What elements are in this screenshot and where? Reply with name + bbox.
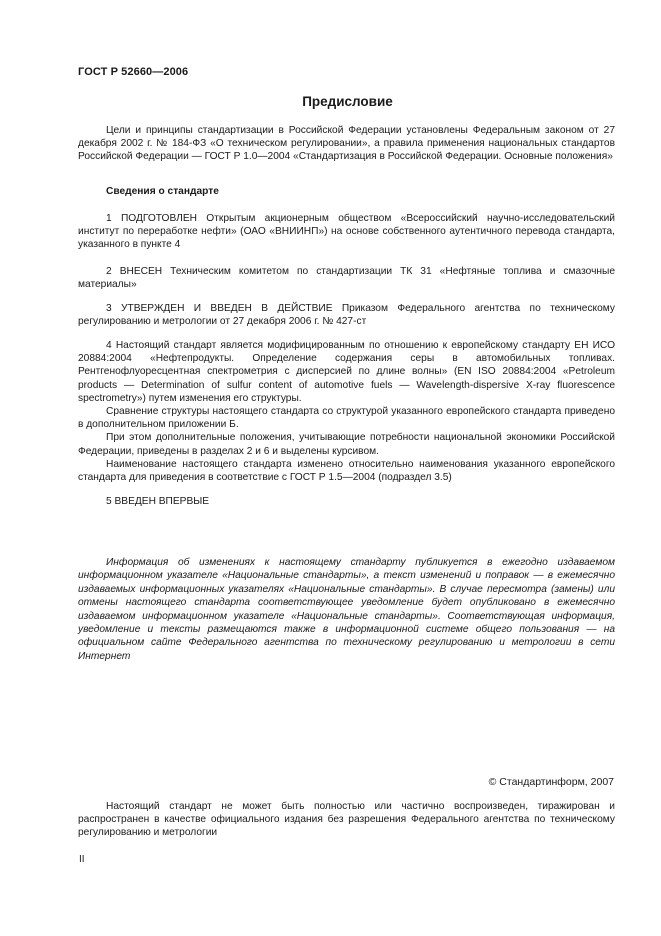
notice-paragraph: Информация об изменениях к настоящему стандарту публикуется в ежегодно издаваемом информационном указателе «Национальные стандарты», а текст изменений и поправок — в ежемесячно издаваемых информационных указателях «Национальные стандарты». В случае пересмотра (замены) или отмены настоящего стандарта соответствующее уведомление будет опубликовано в ежемесячно издаваемом информационном указателе «Национальные стандарты». Соответствующая информация, уведомление и тексты размещаются также в информационной системе общего пользования — на официальном сайте Федерального агентства по техническому регулированию и метрологии в сети Интернет (78, 557, 615, 662)
intro-paragraph: Цели и принципы стандартизации в Российской Федерации установлены Федеральным законом от 27 декабря 2002 г. № 184-ФЗ «О техническом регулировании», а правила применения национальных стандартов Российской Федерации — ГОСТ Р 1.0—2004 «Стандартизация в Российской Федерации. Основные положения» (78, 125, 615, 163)
item-1-block (78, 212, 615, 252)
restriction-block (78, 800, 615, 840)
item-5-block (78, 495, 615, 508)
copyright-line: © Стандартинформ, 2007 (488, 776, 614, 788)
page-title: Предисловие (302, 94, 393, 109)
item-5-paragraph: 5 ВВЕДЕН ВПЕРВЫЕ (106, 496, 210, 507)
item-4-paragraph-4: Наименование настоящего стандарта изменено относительно наименования указанного европейского стандарта для приведения в соответствие с ГОСТ Р 1.5—2004 (подраздел 3.5) (78, 458, 615, 484)
item-4-block (78, 339, 615, 484)
amendments-notice (78, 556, 615, 663)
item-2-paragraph: 2 ВНЕСЕН Техническим комитетом по стандартизации ТК 31 «Нефтяные топлива и смазочные материалы» (78, 266, 615, 291)
restriction-paragraph: Настоящий стандарт не может быть полностью или частично воспроизведен, тиражирован и распространен в качестве официального издания без разрешения Федерального агентства по техническому регулированию и метрологии (78, 801, 615, 839)
item-3-paragraph: 3 УТВЕРЖДЕН И ВВЕДЕН В ДЕЙСТВИЕ Приказом Федерального агентства по техническому регулированию и метрологии от 27 декабря 2006 г. № 427-ст (78, 303, 615, 328)
item-1-paragraph: 1 ПОДГОТОВЛЕН Открытым акционерным обществом «Всероссийский научно-исследовательский институт по переработке нефти» (ОАО «ВНИИНП») на основе собственного аутентичного перевода стандарта, указанного в пункте 4 (78, 213, 615, 251)
item-4-paragraph-1: 4 Настоящий стандарт является модифицированным по отношению к европейскому стандарту ЕН ИСО 20884:2004 «Нефтепродукты. Определение содержания серы в автомобильных топливах. Рентгенофлуоресцентная спектрометрия с дисперсией по длине волны» (EN ISO 20884:2004 «Petroleum products — Determination of sulfur content of automotive fuels — Wavelength-dispersive X-ray fluorescence spectrometry») путем изменения его структуры. (78, 340, 615, 404)
item-2-block (78, 265, 615, 291)
intro-block (78, 124, 615, 164)
standard-id: ГОСТ Р 52660—2006 (78, 66, 189, 78)
page-number: II (79, 854, 85, 865)
section-heading-about: Сведения о стандарте (106, 186, 219, 197)
item-4-paragraph-2: Сравнение структуры настоящего стандарта со структурой указанного европейского стандарта приведено в дополнительном приложении Б. (78, 406, 615, 431)
item-4-paragraph-3: При этом дополнительные положения, учитывающие потребности национальной экономики Российской Федерации, приведены в разделах 2 и 6 и выделены курсивом. (78, 432, 615, 457)
item-3-block (78, 302, 615, 328)
